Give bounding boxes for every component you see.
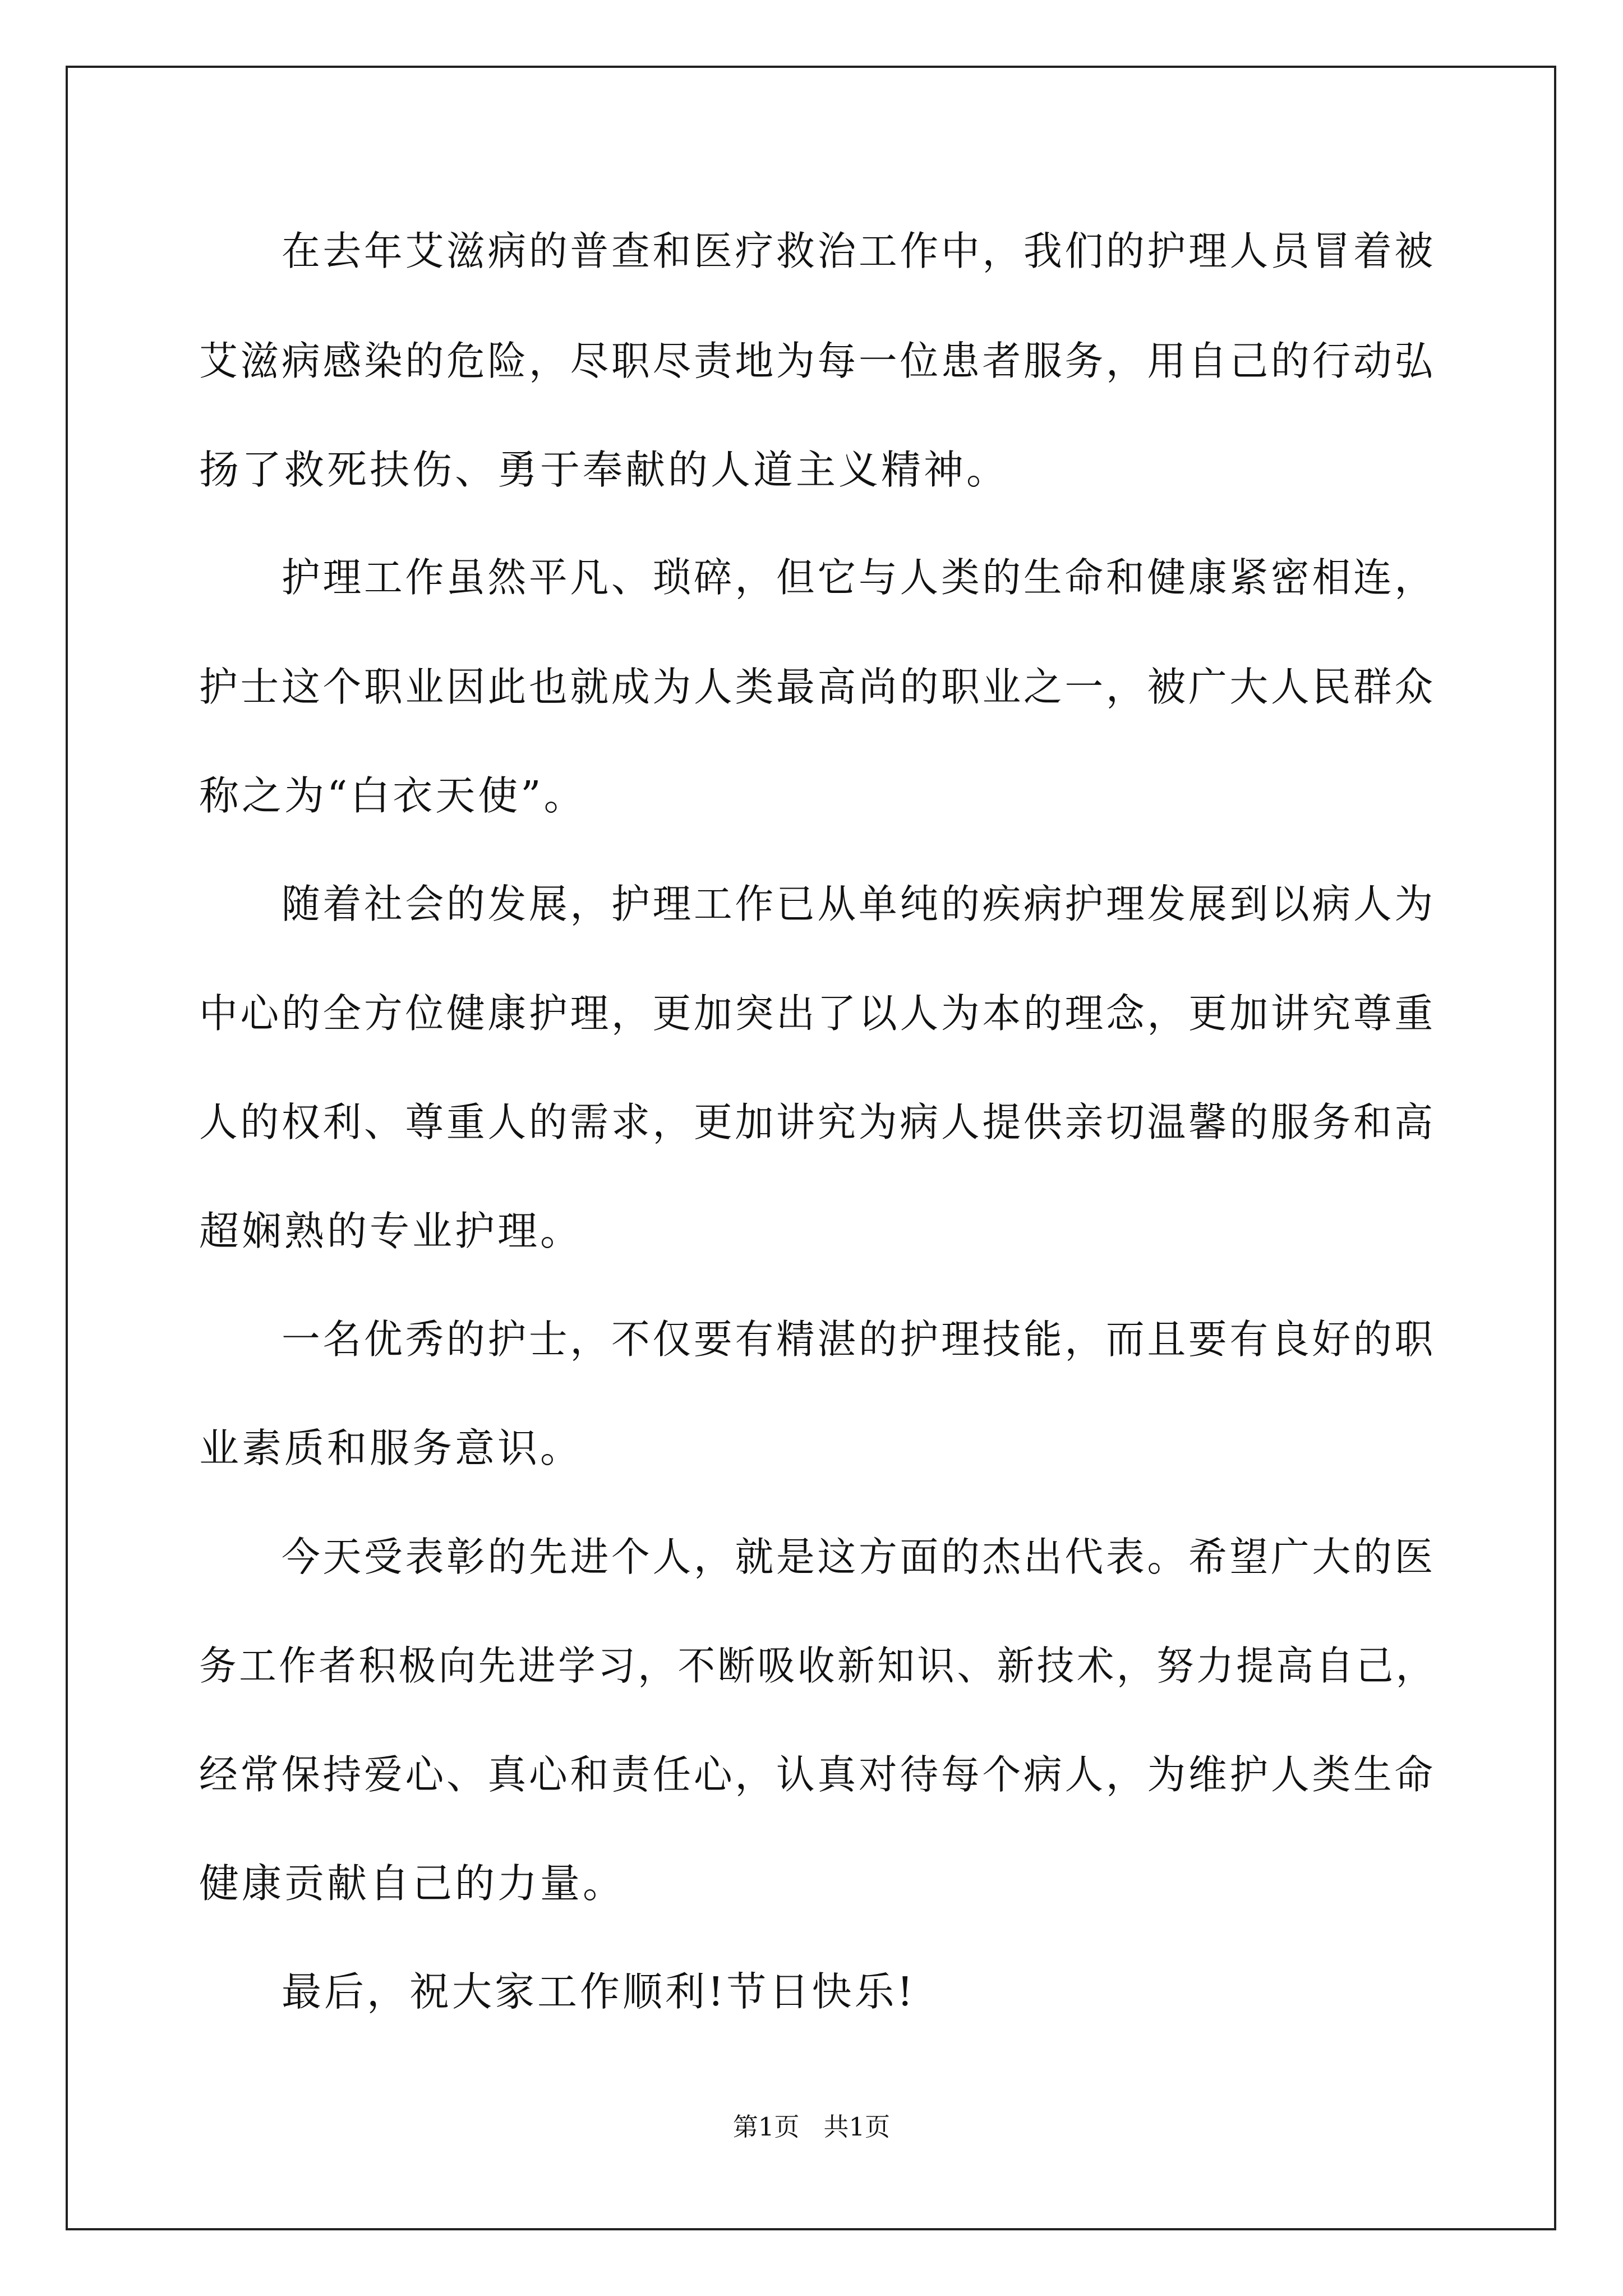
- paragraph-2-line-2: 护士这个职业因此也就成为人类最高尚的职业之一，被广大人民群众: [199, 664, 1436, 710]
- paragraph-6-line-1: 最后，祝大家工作顺利!节日快乐!: [282, 1968, 916, 2015]
- page-footer: 第1页 共1页: [732, 2112, 891, 2142]
- paragraph-2-line-3: 称之为“白衣天使”。: [199, 772, 587, 819]
- paragraph-5-line-1: 今天受表彰的先进个人，就是这方面的杰出代表。希望广大的医: [282, 1534, 1436, 1580]
- paragraph-4-line-2: 业素质和服务意识。: [199, 1425, 583, 1471]
- paragraph-3-line-2: 中心的全方位健康护理，更加突出了以人为本的理念，更加讲究尊重: [199, 990, 1436, 1037]
- paragraph-1-line-2: 艾滋病感染的危险，尽职尽责地为每一位患者服务，用自己的行动弘: [199, 338, 1436, 384]
- paragraph-2-line-1: 护理工作虽然平凡、琐碎，但它与人类的生命和健康紧密相连，: [282, 554, 1436, 601]
- paragraph-3-line-1: 随着社会的发展，护理工作已从单纯的疾病护理发展到以病人为: [282, 881, 1436, 927]
- paragraph-5-line-4: 健康贡献自己的力量。: [199, 1860, 626, 1907]
- paragraph-5-line-3: 经常保持爱心、真心和责任心，认真对待每个病人，为维护人类生命: [199, 1751, 1436, 1798]
- paragraph-5-line-2: 务工作者积极向先进学习，不断吸收新知识、新技术，努力提高自己，: [199, 1642, 1436, 1689]
- paragraph-1-line-1: 在去年艾滋病的普查和医疗救治工作中，我们的护理人员冒着被: [282, 228, 1436, 274]
- paragraph-1-line-3: 扬了救死扶伤、勇于奉献的人道主义精神。: [199, 447, 1009, 493]
- paragraph-3-line-3: 人的权利、尊重人的需求，更加讲究为病人提供亲切温馨的服务和高: [199, 1099, 1436, 1145]
- paragraph-3-line-4: 超娴熟的专业护理。: [199, 1208, 583, 1254]
- paragraph-4-line-1: 一名优秀的护士，不仅要有精湛的护理技能，而且要有良好的职: [282, 1316, 1436, 1363]
